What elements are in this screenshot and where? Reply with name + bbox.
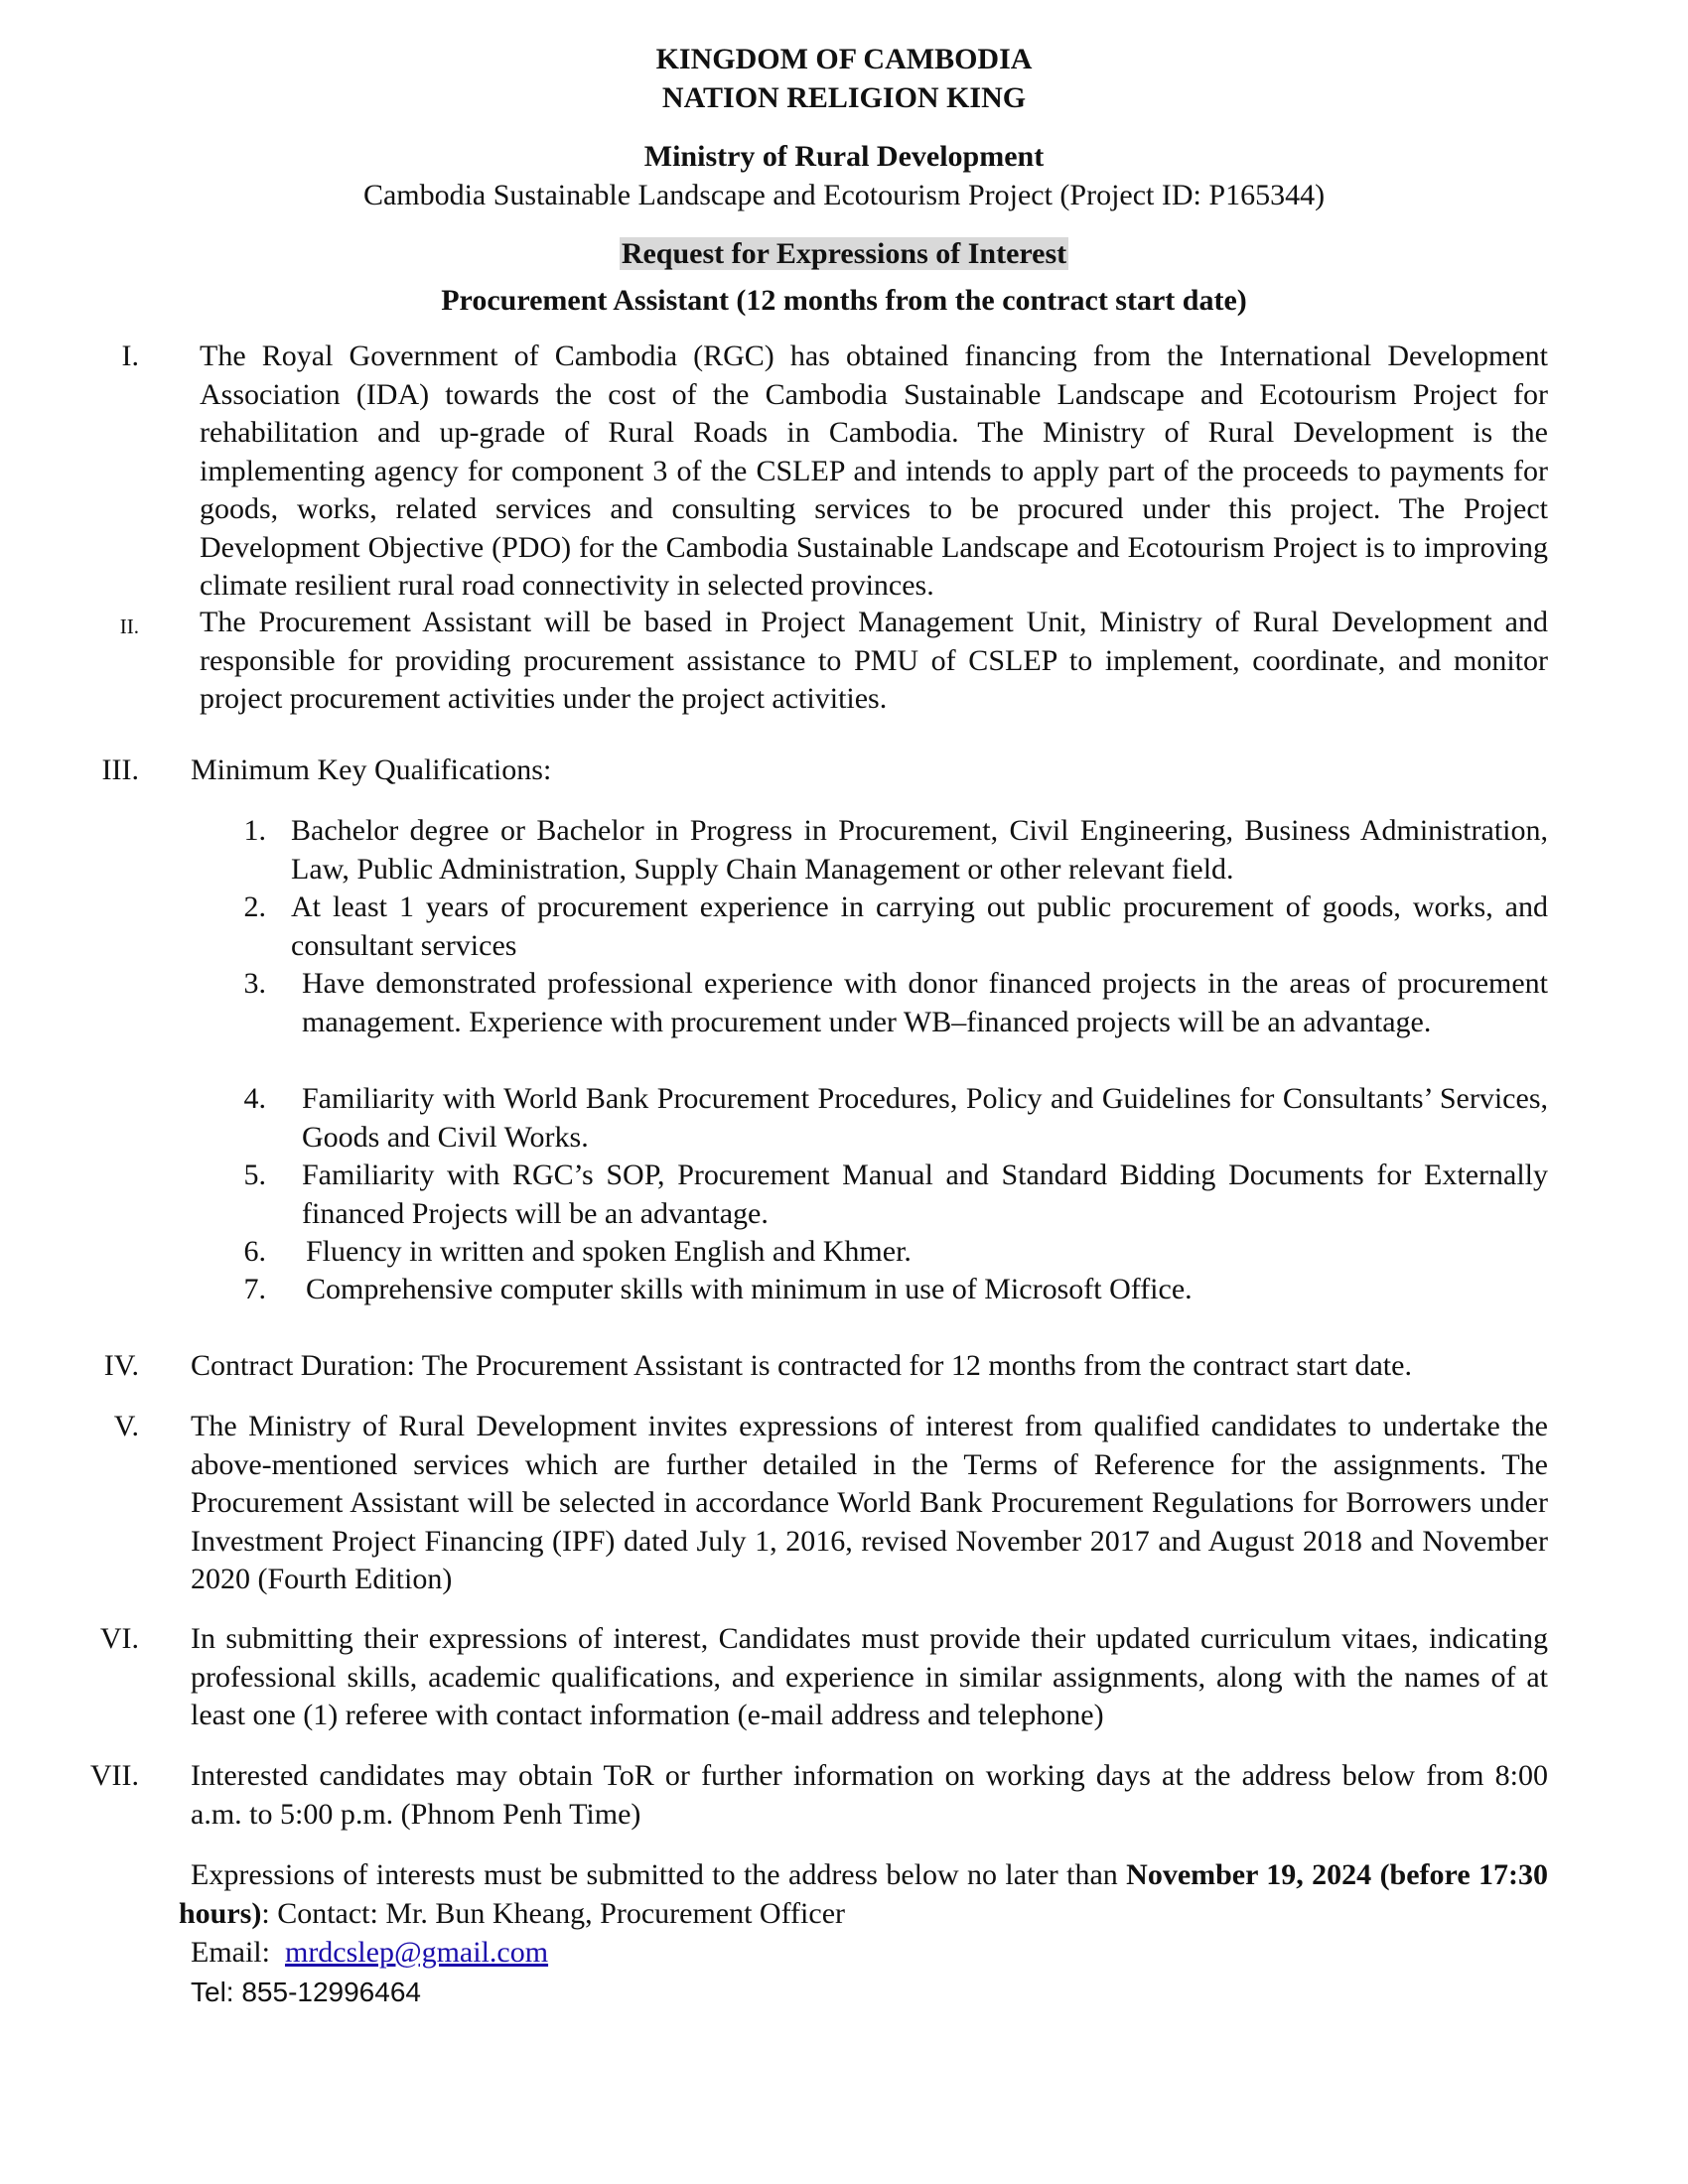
submission-lead: Expressions of interests must be submitted to the address below no later than bbox=[191, 1858, 1127, 1891]
kingdom-heading: KINGDOM OF CAMBODIA bbox=[655, 43, 1033, 75]
section-numeral: I. bbox=[121, 340, 139, 372]
rfei-highlight: Request for Expressions of Interest bbox=[621, 237, 1067, 270]
motto-heading: NATION RELIGION KING bbox=[661, 81, 1027, 114]
telephone-line: Tel: 855-12996464 bbox=[191, 1977, 421, 2007]
section-numeral: III. bbox=[101, 753, 139, 786]
section-6-text: In submitting their expressions of interest, Candidates must provide their updated curriculum vitaes, indicating professional skills, academic qualifications, and experience in similar assignments, along with the names of at least one (1) referee with contact information (e-mail address and telephone) bbox=[191, 1622, 1548, 1731]
section-1-text: The Royal Government of Cambodia (RGC) has obtained financing from the International Development Association (IDA) towards the cost of the Cambodia Sustainable Landscape and Ecotourism Project for rehabilitation and up-grade of Rural Roads in Cambodia. The Ministry of Rural Development is the implementing agency for component 3 of the CSLEP and intends to apply part of the proceeds to payments for goods, works, related services and consulting services to be procured under this project. The Project Development Objective (PDO) for the Cambodia Sustainable Landscape and Ecotourism Project is to improving climate resilient rural road connectivity in selected provinces. bbox=[200, 340, 1548, 602]
position-heading: Procurement Assistant (12 months from the contract start date) bbox=[441, 284, 1247, 317]
list-item-text: At least 1 years of procurement experience in carrying out public procurement of goods, works, and consultant services bbox=[291, 890, 1548, 962]
list-item-text: Have demonstrated professional experience with donor financed projects in the areas of procurement management. Experience with procurement under WB–financed projects will be an advantage. bbox=[302, 967, 1548, 1038]
list-item-number: 6. bbox=[243, 1235, 266, 1268]
section-4-text: Contract Duration: The Procurement Assistant is contracted for 12 months from the contract start date. bbox=[191, 1349, 1412, 1382]
list-item-text: Familiarity with RGC’s SOP, Procurement Manual and Standard Bidding Documents for Externally financed Projects will be an advantage. bbox=[302, 1159, 1548, 1230]
email-line bbox=[191, 1934, 1548, 1973]
section-numeral: VI. bbox=[99, 1622, 139, 1655]
section-numeral: IV. bbox=[103, 1349, 139, 1382]
list-item-text: Bachelor degree or Bachelor in Progress in Procurement, Civil Engineering, Business Administration, Law, Public Administration, Supply Chain Management or other relevant field. bbox=[291, 814, 1548, 886]
section-7-text: Interested candidates may obtain ToR or further information on working days at the address below from 8:00 a.m. to 5:00 p.m. (Phnom Penh Time) bbox=[191, 1759, 1548, 1831]
section-3-text: Minimum Key Qualifications: bbox=[191, 753, 552, 786]
section-5-text: The Ministry of Rural Development invites expressions of interest from qualified candidates to undertake the above-mentioned services which are further detailed in the Terms of Reference for the assignments. The Procurement Assistant will be selected in accordance World Bank Procurement Regulations for Borrowers under Investment Project Financing (IPF) dated July 1, 2016, revised November 2017 and August 2018 and November 2020 (Fourth Edition) bbox=[191, 1410, 1548, 1595]
list-item-text: Comprehensive computer skills with minimum in use of Microsoft Office. bbox=[306, 1273, 1193, 1305]
section-numeral: V. bbox=[113, 1410, 139, 1442]
section-numeral: VII. bbox=[89, 1759, 139, 1792]
contact-person: : Contact: Mr. Bun Kheang, Procurement Officer bbox=[261, 1896, 845, 1930]
list-item-number: 2. bbox=[243, 890, 266, 923]
deadline-date: November 19, 2024 bbox=[1126, 1858, 1372, 1891]
list-item-number: 3. bbox=[243, 967, 266, 1000]
list-item-number: 4. bbox=[243, 1082, 266, 1115]
section-2-text: The Procurement Assistant will be based in Project Management Unit, Ministry of Rural Development and responsible for providing procurement assistance to PMU of CSLEP to implement, coordinate, and monitor project procurement activities under the project activities. bbox=[200, 606, 1548, 715]
list-item-number: 5. bbox=[243, 1159, 266, 1191]
list-item-number: 7. bbox=[243, 1273, 266, 1305]
deadline-time: (before 17:30 hours) bbox=[179, 1858, 1549, 1930]
section-numeral: II. bbox=[119, 614, 139, 638]
ministry-heading: Ministry of Rural Development bbox=[643, 140, 1045, 173]
project-heading: Cambodia Sustainable Landscape and Ecotourism Project (Project ID: P165344) bbox=[362, 179, 1326, 211]
email-label: Email: bbox=[191, 1936, 285, 1969]
rfei-heading bbox=[0, 234, 1688, 274]
list-item-number: 1. bbox=[243, 814, 266, 847]
email-link[interactable]: mrdcslep@gmail.com bbox=[284, 1936, 549, 1969]
list-item-text: Familiarity with World Bank Procurement Procedures, Policy and Guidelines for Consultants’ Services, Goods and Civil Works. bbox=[302, 1082, 1548, 1154]
list-item-text: Fluency in written and spoken English and Khmer. bbox=[306, 1235, 912, 1268]
submission-paragraph bbox=[179, 1856, 1548, 1933]
